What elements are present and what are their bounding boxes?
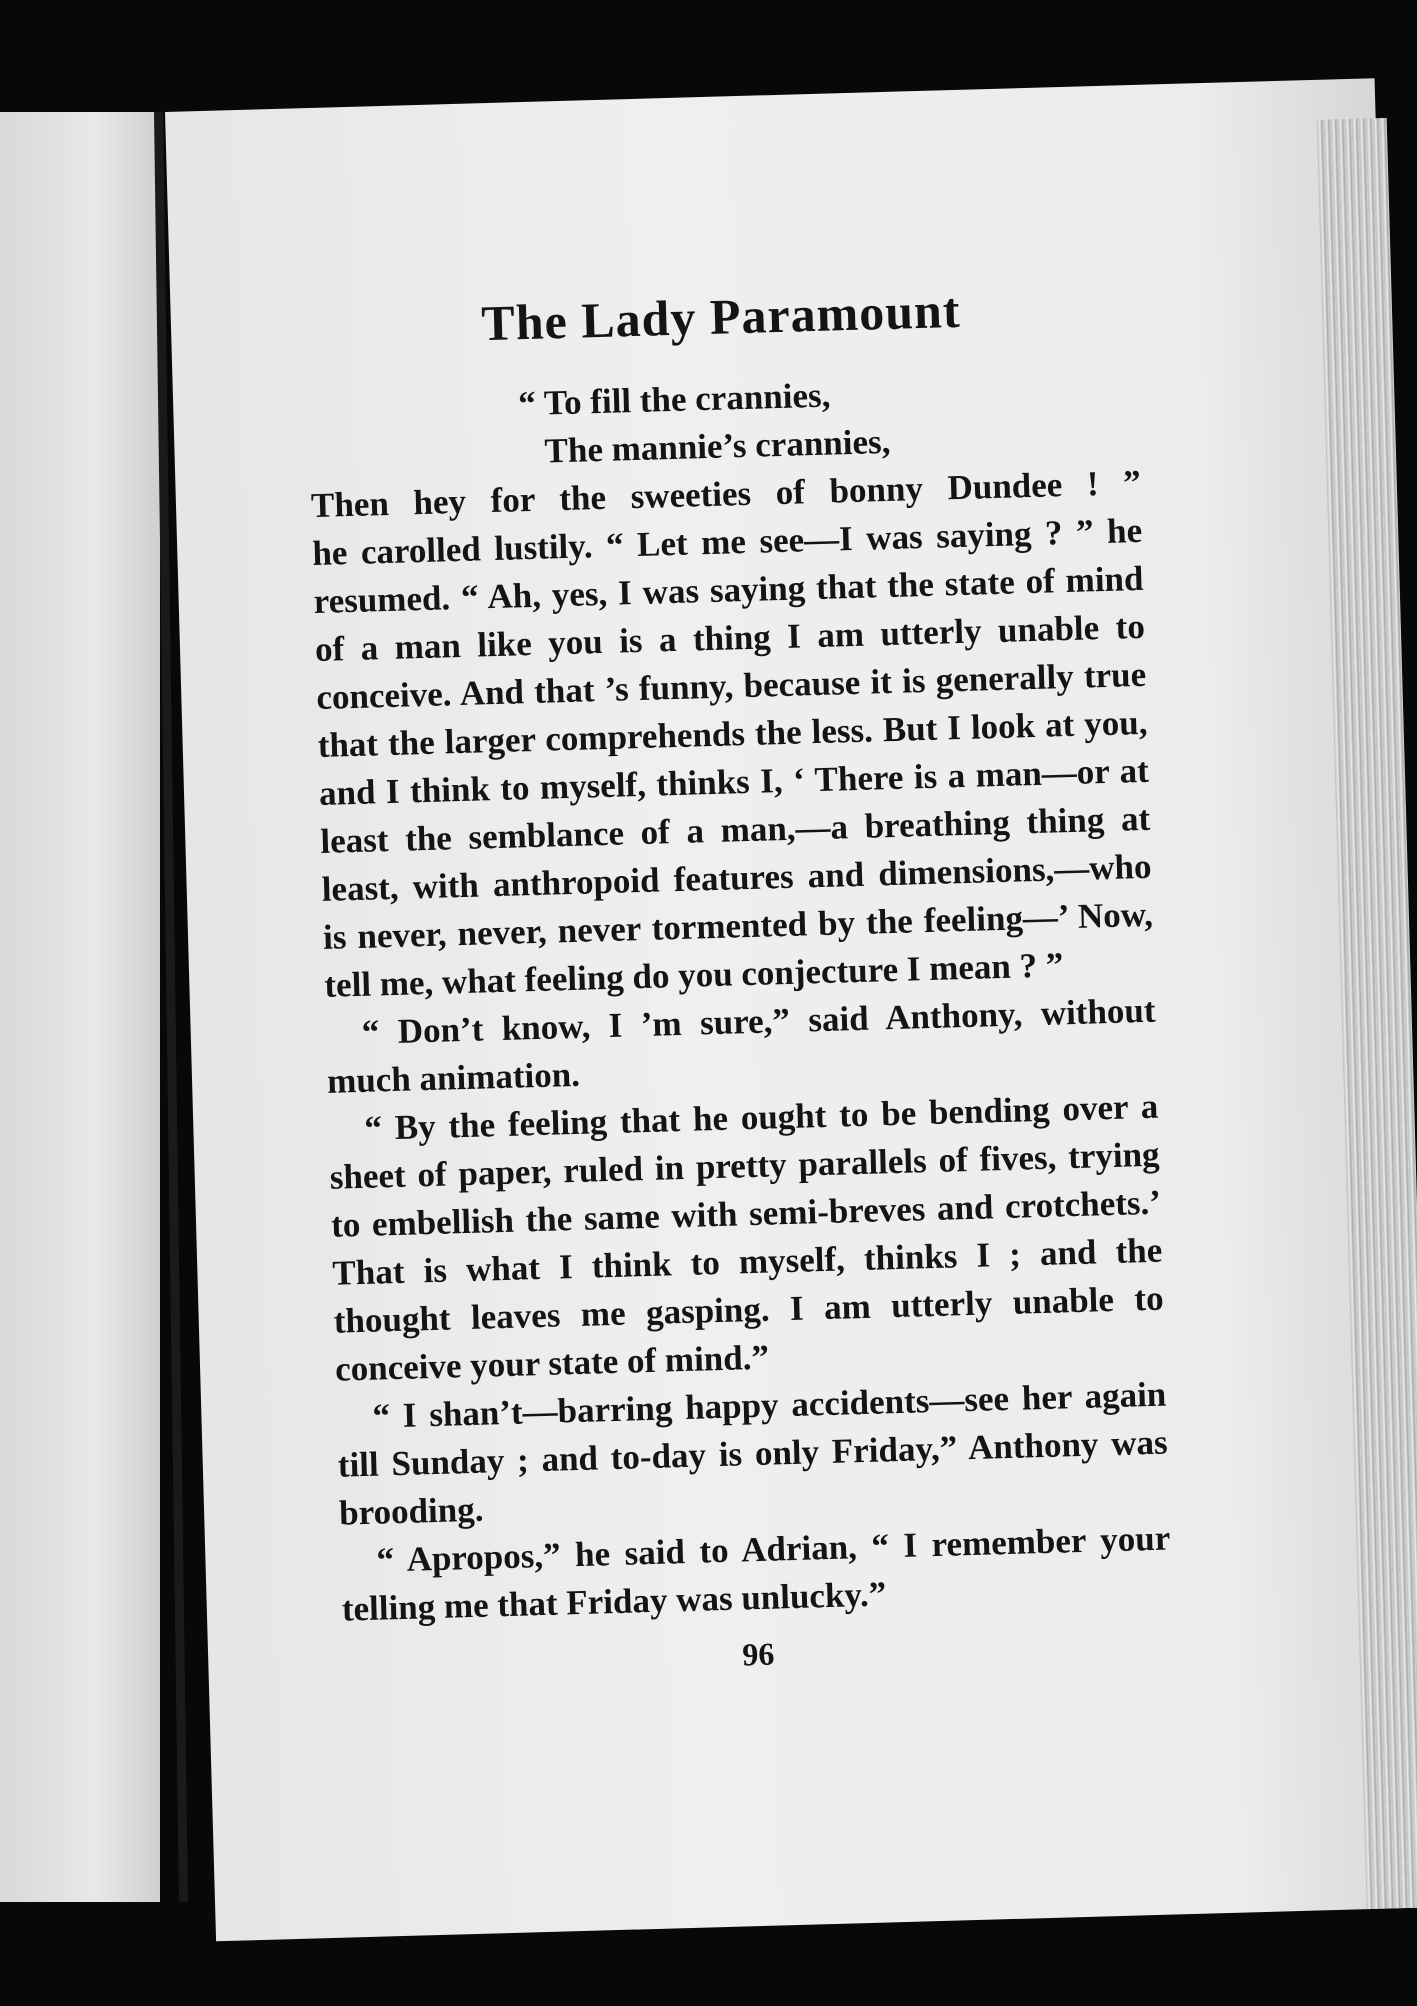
verse-line: Then hey for the sweeties of bonny Dundee ! ” xyxy=(310,462,1142,526)
paragraph: “ I shan’t—barring happy accidents—see her again till Sunday ; and to-day is only Friday,” Anthony was brooding. xyxy=(337,1374,1169,1533)
right-page-wrapper xyxy=(165,78,1417,1961)
verse-line: “ To fill the crannies, xyxy=(517,375,831,424)
paragraph: “ Don’t know, I ’m sure,” said Anthony, without much animation. xyxy=(326,990,1157,1101)
paragraph: “ By the feeling that he ought to be bending over a sheet of paper, ruled in pretty parallels of fives, trying to embellish the same with semi-breves and crotchets.’ That is what I think to myself, thinks I ; and the thought leaves me gasping. I am utterly unable to conceive your state of mind.” xyxy=(329,1086,1165,1389)
page-number: 96 xyxy=(741,1635,775,1673)
paragraph: “ Apropos,” he said to Adrian, “ I remember your telling me that Friday was unlucky.” xyxy=(341,1518,1171,1629)
page-text xyxy=(305,275,1173,1685)
running-title: The Lady Paramount xyxy=(480,281,962,352)
left-page-edge xyxy=(0,112,160,1902)
paragraph: he carolled lustily. “ Let me see—I was saying ? ” he resumed. “ Ah, yes, I was saying that the state of mind of a man like you is a thing I am utterly unable to conceive. And that ’s funny, because it is generally true that the larger comprehends the less. But I look at you, and I think to myself, thinks I, ‘ There is a man—or at least the semblance of a man,—a breathing thing at least, with anthropoid features and dimensions,—who is never, never, never tormented by the feeling—’ Now, tell me, what feeling do you conjecture I mean ? ” xyxy=(311,510,1154,1005)
verse-quote xyxy=(308,363,1142,530)
verse-line: The mannie’s crannies, xyxy=(544,421,891,471)
